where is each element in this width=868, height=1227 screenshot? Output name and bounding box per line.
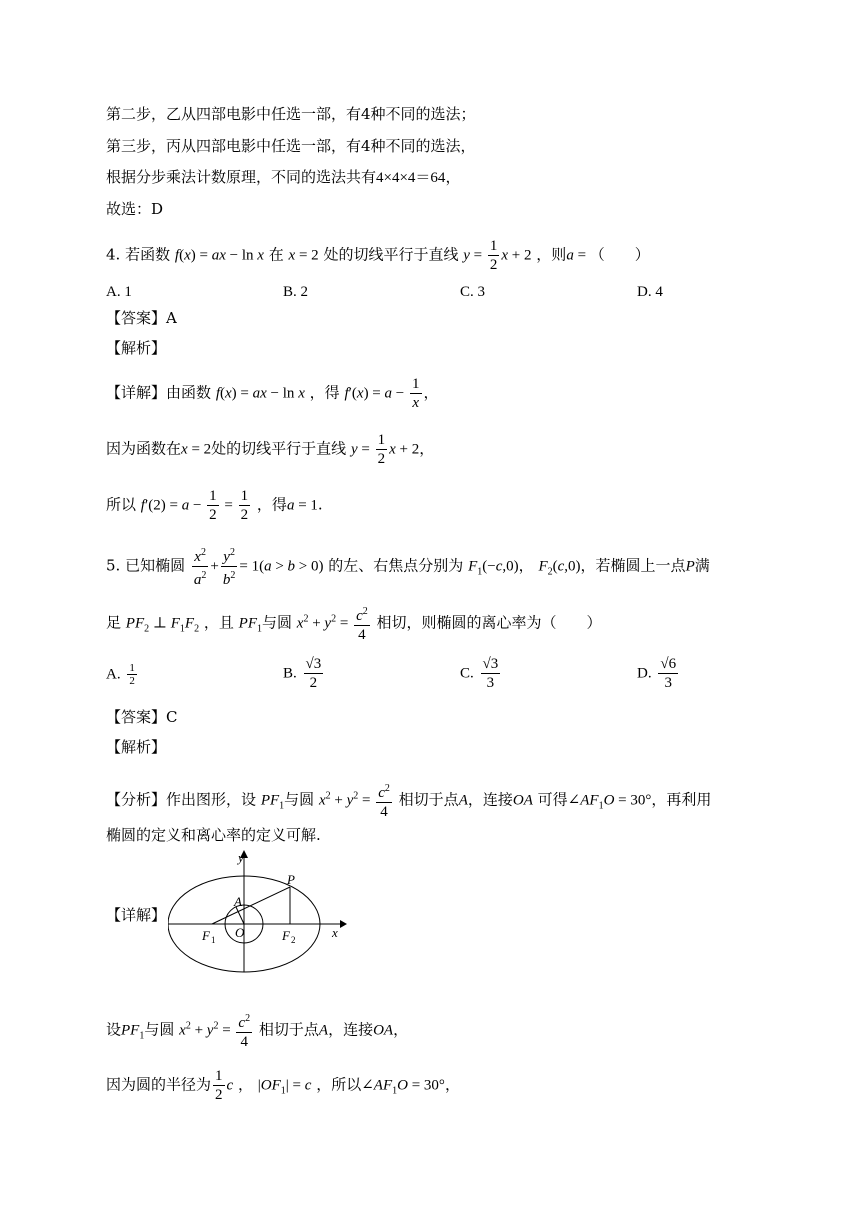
label-f2-sub: 2 <box>291 935 296 945</box>
q4-option-d: D. 4 <box>637 284 663 300</box>
q4-option-a: A. 1 <box>106 284 132 300</box>
option-c-fraction: $\frac{√3}{3}$ <box>482 656 499 691</box>
q5-stem-2: 足 $PF_2$ ⊥ $F_1F_2$ ，且 $PF_1$与圆 $x^2 + y^2$ = $\frac{c^2}{4}$ 相切，则椭圆的离心率为（ ） <box>106 603 602 644</box>
fraction-one-over-x: $\frac{1}{x}$ <box>412 376 420 411</box>
label-f1: F <box>202 928 210 943</box>
q4-answer: 【答案】A <box>106 309 177 327</box>
label-o: O <box>235 925 245 940</box>
label-x: x <box>332 925 338 940</box>
option-b-fraction: $\frac{√3}{2}$ <box>305 656 322 691</box>
q5-stem-1: 5. 已知椭圆 $\frac{x^2}{a^2}$ + $\frac{y^2}{b^2}$ = 1(a > b > 0) 的左、右焦点分别为 $F_1(-c,0)$， $F_2(c,0)$，若椭圆上一点P满 <box>106 544 710 589</box>
option-d-fraction: $\frac{√6}{3}$ <box>660 656 677 691</box>
q5-detail-2: 因为圆的半径为 $\frac{1}{2}$ c ， $|OF_1| = c$ ，所以$\angle AF_1O = 30^\circ$， <box>106 1068 460 1103</box>
q4-detail-3: 所以 f′(2) = a − $\frac{1}{2}$ = $\frac{1}{2}$ ，得a = 1. <box>106 488 323 523</box>
q5-option-b: B. $\frac{√3}{2}$ <box>283 656 322 691</box>
q4-option-c: C. 3 <box>460 284 486 300</box>
q4-stem: 4. 若函数 f(x) = ax − ln x 在 x = 2 处的切线平行于直线 y = $\frac{1}{2}$ x + 2 ，则a = （ ） <box>106 238 650 273</box>
q5-detail-label: 【详解】 <box>106 906 167 924</box>
q4-detail-1: 【详解】由函数 f(x) = ax − ln x ，得 f′(x) = a − $\frac{1}{x}$ ， <box>106 376 439 411</box>
fraction-one-half: $\frac{1}{2}$ <box>377 432 386 467</box>
q5-option-d: D. $\frac{√6}{3}$ <box>637 656 677 691</box>
q5-detail-1: 设$PF_1$与圆 $x^2 + y^2$ = $\frac{c^2}{4}$ 相切于点A，连接OA， <box>106 1010 408 1051</box>
q5-fenxi-2: 椭圆的定义和离心率的定义可解. <box>106 826 321 844</box>
q5-option-a: A. $\frac{1}{2}$ <box>106 662 135 687</box>
q4-detail-2: 因为函数在x = 2处的切线平行于直线 y = $\frac{1}{2}$ x + 2， <box>106 432 435 467</box>
q5-analysis: 【解析】 <box>106 738 167 756</box>
fraction-one-half: $\frac{1}{2}$ <box>489 238 498 273</box>
label-p: P <box>287 872 295 887</box>
step3-line: 第三步，丙从四部电影中任选一部，有4种不同的选法， <box>106 137 476 155</box>
label-y: y <box>238 850 244 865</box>
line-pf1 <box>212 887 290 924</box>
principle-line: 根据分步乘法计数原理，不同的选法共有4×4×4＝64， <box>106 168 461 186</box>
q4-option-b: B. 2 <box>283 284 309 300</box>
q4-analysis: 【解析】 <box>106 339 167 357</box>
q5-fenxi-1: 【分析】作出图形，设 $PF_1$与圆 $x^2 + y^2$ = $\frac{c^2}{4}$ 相切于点A，连接OA 可得$\angle AF_1O = 30^\circ$，再利用 <box>106 780 711 821</box>
x-axis-arrow <box>340 920 347 928</box>
q5-option-c: C. $\frac{√3}{3}$ <box>460 656 499 691</box>
label-a: A <box>234 894 242 909</box>
option-a-fraction: $\frac{1}{2}$ <box>129 662 135 687</box>
step2-line: 第二步，乙从四部电影中任选一部，有4种不同的选法； <box>106 105 476 123</box>
q5-answer: 【答案】C <box>106 708 178 726</box>
ellipse-figure <box>168 850 348 975</box>
label-f1-sub: 1 <box>211 935 216 945</box>
label-f2: F <box>282 928 290 943</box>
select-line: 故选：D <box>106 200 164 218</box>
